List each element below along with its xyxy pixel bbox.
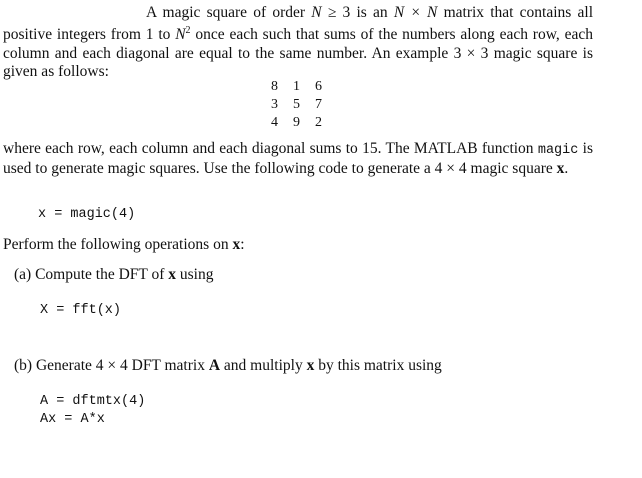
matrix-cell: 5	[293, 97, 300, 112]
matrix-cell: 4	[271, 115, 278, 130]
matrix-cell: 9	[293, 115, 300, 130]
problem-text	[3, 4, 593, 81]
matrix-row	[271, 97, 337, 115]
magic-square-example	[271, 79, 337, 133]
matrix-cell: 6	[315, 79, 322, 94]
matrix-cell: 2	[315, 115, 322, 130]
intro-paragraph: A magic square of order N ≥ 3 is an N × N matrix that contains all positive integers from 1 to $N^2$ once each such that sums of the numbers along each row, each column and each diagonal are equal to the same number. An example 3 × 3 magic square is given as follows:	[3, 4, 594, 80]
code-fft: X = fft(x)	[40, 303, 122, 318]
matrix-row	[271, 79, 337, 97]
part-a-line: (a) Compute the DFT of x using	[14, 266, 214, 283]
matrix-cell: 7	[315, 97, 322, 112]
matrix-cell: 3	[271, 97, 278, 112]
perform-line: Perform the following operations on x:	[3, 236, 245, 253]
code-magic: x = magic(4)	[38, 207, 136, 222]
middle-paragraph: where each row, each column and each diagonal sums to 15. The MATLAB function magic is used to generate magic squares. Use the following code to generate a 4 × 4 magic square x.	[3, 140, 594, 178]
code-dftmtx: A = dftmtx(4)	[40, 394, 146, 409]
code-multiply: Ax = A*x	[40, 412, 105, 427]
part-b-line: (b) Generate 4 × 4 DFT matrix A and multiply x by this matrix using	[14, 357, 442, 374]
matrix-cell: 8	[271, 79, 278, 94]
matrix-row	[271, 115, 337, 133]
matrix-cell: 1	[293, 79, 300, 94]
middle-text	[3, 140, 593, 178]
